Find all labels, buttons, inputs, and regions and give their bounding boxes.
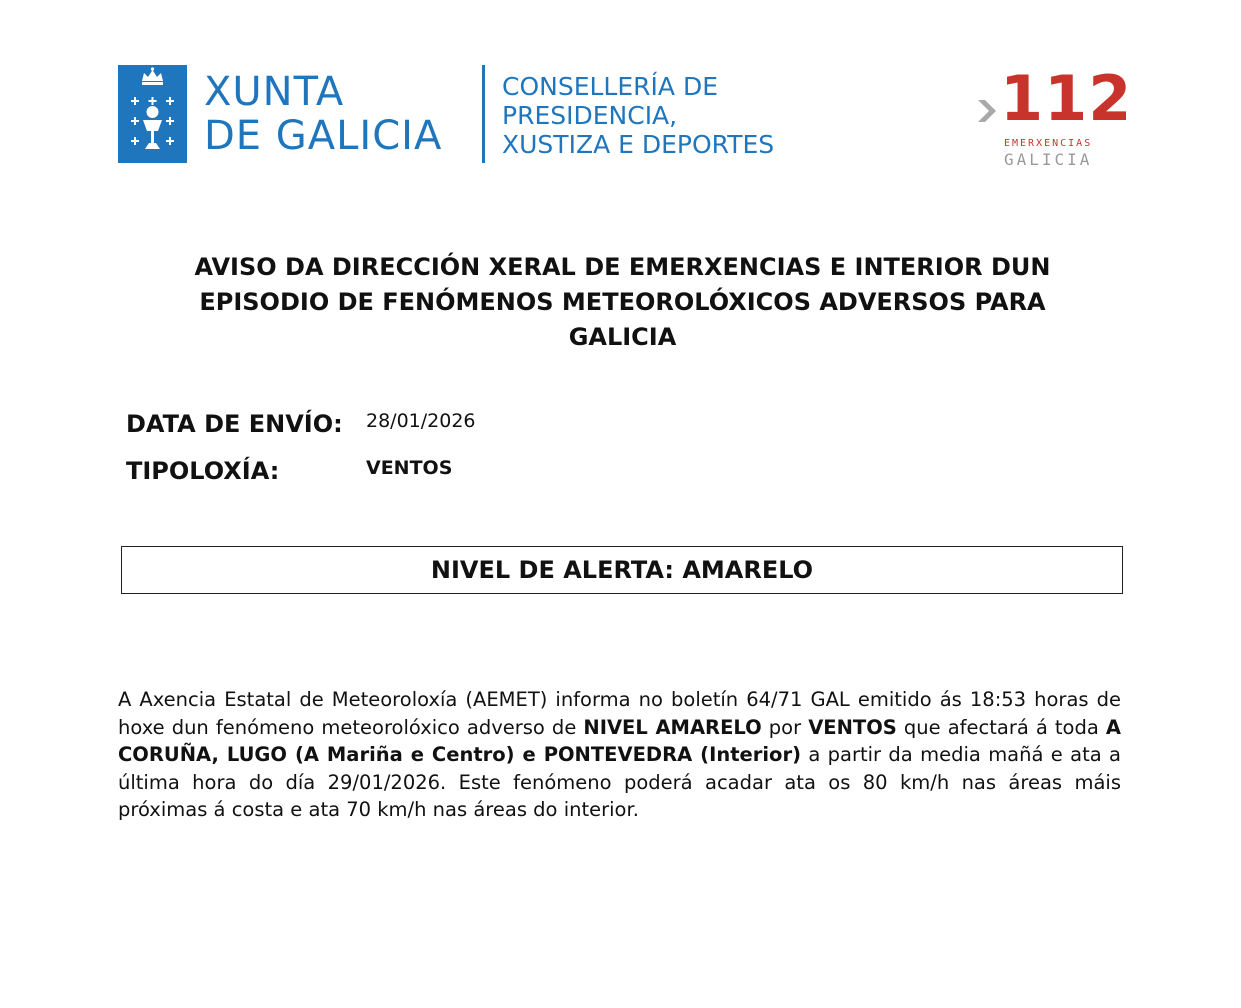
type-label: TIPOLOXÍA: [126, 457, 280, 485]
emerxencias-112-logo [976, 62, 1133, 172]
emerxencias-number: 112 [1000, 62, 1133, 135]
document-title: AVISO DA DIRECCIÓN XERAL DE EMERXENCIAS E INTERIOR DUN EPISODIO DE FENÓMENOS METEOROLÓXICOS ADVERSOS PARA GALICIA [194, 253, 1051, 351]
body-text-part1: A Axencia Estatal de Meteoroloxía (AEMET) informa no boletín 64/71 GAL emitido ás 18:53 horas de hoxe dun fenómeno meteorolóxico adverso de [118, 688, 1121, 739]
alert-level-box [121, 546, 1123, 594]
date-value: 28/01/2026 [366, 410, 476, 432]
body-bold-phenomenon: VENTOS [808, 715, 897, 739]
body-text-part3: que afectará á toda [896, 715, 1106, 739]
alert-level-label: NIVEL DE ALERTA: AMARELO [430, 556, 814, 584]
xunta-name-line2: DE GALICIA [204, 113, 443, 159]
chevron-right-icon [976, 98, 1000, 124]
date-label: DATA DE ENVÍO: [126, 410, 343, 438]
body-text-part2: por [761, 715, 809, 739]
body-text-part4: a partir da media mañá e ata a última hora do día 29/01/2026. Este fenómeno poderá acadar ata os 80 km/h nas áreas máis próximas á costa e ata 70 km/h nas áreas do interior. [118, 743, 1121, 821]
xunta-name-line1: XUNTA [204, 69, 345, 115]
emerxencias-line2: GALICIA [1004, 150, 1093, 169]
xunta-name [204, 70, 442, 158]
type-value: VENTOS [366, 457, 453, 479]
conselleria-line3: XUSTIZA E DEPORTES [502, 130, 775, 159]
galicia-coat-of-arms-icon [118, 65, 187, 163]
body-bold-areas: A CORUÑA, LUGO (A Mariña e Centro) e PONTEVEDRA (Interior) [118, 715, 1121, 766]
emerxencias-line1: EMERXENCIAS [1004, 138, 1093, 149]
body-paragraph [118, 686, 1121, 824]
conselleria-line1: CONSELLERÍA DE [502, 72, 718, 101]
conselleria-name [502, 72, 774, 159]
header-divider [482, 65, 485, 163]
conselleria-line2: PRESIDENCIA, [502, 101, 678, 130]
body-bold-level: NIVEL AMARELO [583, 715, 762, 739]
